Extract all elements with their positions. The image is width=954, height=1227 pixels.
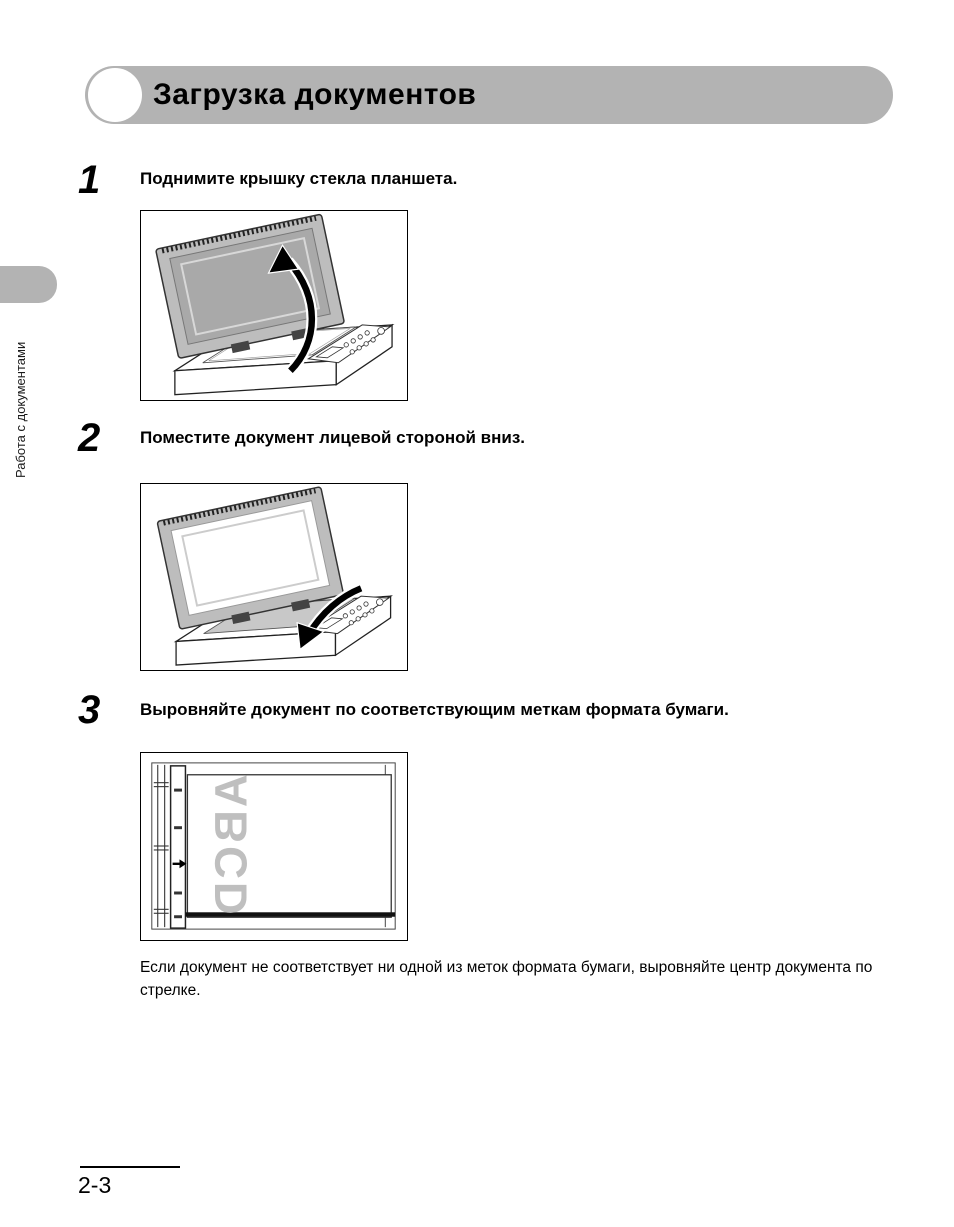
platen-top-view-illustration <box>141 753 406 939</box>
page-title: Загрузка документов <box>153 78 477 111</box>
document-face-down-illustration <box>141 484 406 669</box>
mirrored-document-text <box>205 774 256 917</box>
section-header-bullet-icon <box>88 68 142 122</box>
step-3-figure <box>140 752 408 941</box>
step-1-number: 1 <box>78 158 101 202</box>
note-text: Если документ не соответствует ни одной из меток формата бумаги, выровняйте центр документа по стрелке. <box>140 959 873 1000</box>
step-3-instruction: Выровняйте документ по соответствующим меткам формата бумаги. <box>140 700 729 719</box>
footer-rule <box>80 1166 180 1168</box>
step-2-figure <box>140 483 408 671</box>
step-2-number: 2 <box>78 416 101 460</box>
step-3-number: 3 <box>78 688 101 732</box>
chapter-side-tab <box>0 266 57 303</box>
scanner-lid-open-illustration <box>141 211 406 399</box>
chapter-vertical-label: Работа с документами <box>13 341 28 478</box>
step-1-instruction: Поднимите крышку стекла планшета. <box>140 169 458 188</box>
step-2-instruction: Поместите документ лицевой стороной вниз. <box>140 428 525 447</box>
step-1-figure <box>140 210 408 401</box>
section-header-band <box>85 66 893 124</box>
svg-text:ABCD: ABCD <box>205 774 257 918</box>
page-number: 2-3 <box>78 1172 112 1198</box>
